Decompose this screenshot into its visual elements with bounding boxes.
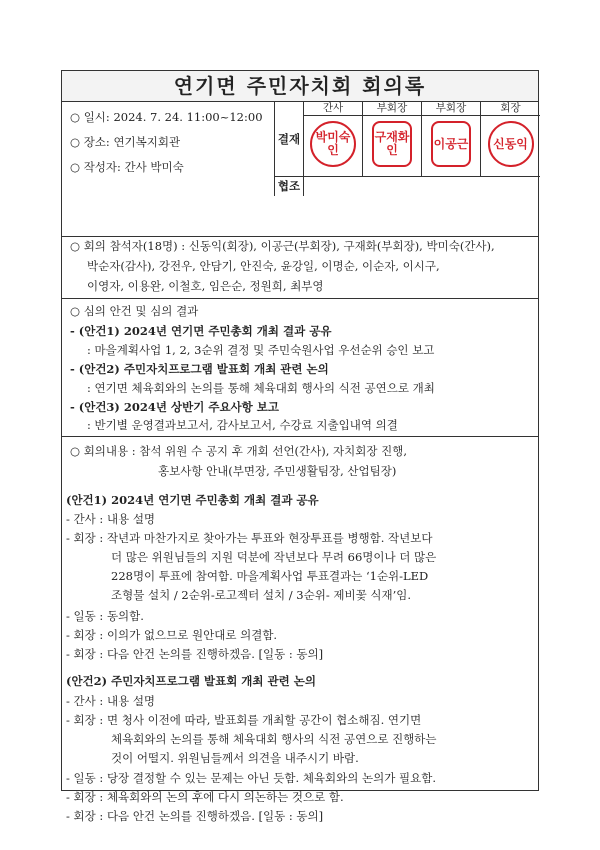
meeting-info <box>62 101 274 236</box>
approval-role: 회장 <box>481 101 540 116</box>
content-line: - 회장 : 다음 안건 논의를 진행하겠음. [일동 : 동의] <box>66 647 324 661</box>
agenda-item-title: - (안건2) 주민자치프로그램 발표회 개최 관련 논의 <box>70 362 329 376</box>
content-line: 것이 어떨지. 위원님들께서 의견을 내주시기 바람. <box>111 751 359 765</box>
approval-role: 간사 <box>304 101 362 116</box>
agenda-item-title: - (안건1) 2024년 연기면 주민총회 개최 결과 공유 <box>70 324 332 338</box>
seal-stamp: 박미숙인 <box>310 121 356 167</box>
content-line: 228명이 투표에 참여함. 마을계획사업 투표결과는 ‘1순위-LED <box>111 569 429 583</box>
cooperation-area <box>304 176 540 196</box>
approval-column-vice-chair-1 <box>363 101 422 176</box>
agenda-item-detail: : 반기별 운영결과보고서, 감사보고서, 수강료 지출입내역 의결 <box>87 418 398 432</box>
content-line: - 회장 : 이의가 없으므로 원안대로 의결함. <box>66 628 278 642</box>
content-line: - 회장 : 작년과 마찬가지로 찾아가는 투표와 현장투표를 병행함. 작년보다 <box>66 531 433 545</box>
agenda-section <box>62 298 538 437</box>
seal-stamp: 신동익 <box>488 121 534 167</box>
content-line: - 회장 : 체육회와의 논의 후에 다시 의논하는 것으로 함. <box>66 790 344 804</box>
agenda-item-detail: : 마을계획사업 1, 2, 3순위 결정 및 주민숙원사업 우선순위 승인 보고 <box>87 343 435 357</box>
section-title: (안건1) 2024년 연기면 주민총회 개최 결과 공유 <box>66 493 319 507</box>
content-line: 체육회와의 논의를 통해 체육대회 행사의 식전 공연으로 진행하는 <box>111 732 437 746</box>
meeting-place: ○ 장소: 연기복지회관 <box>70 135 181 149</box>
approval-role: 부회장 <box>422 101 480 116</box>
section-title: (안건2) 주민자치프로그램 발표회 개최 관련 논의 <box>66 674 316 688</box>
content-line: - 간사 : 내용 설명 <box>66 512 156 526</box>
approval-column-secretary <box>304 101 363 176</box>
agenda-heading: ○ 심의 안건 및 심의 결과 <box>70 304 199 318</box>
attendees-section <box>62 236 538 299</box>
approval-column-chair <box>481 101 540 176</box>
meeting-writer: ○ 작성자: 간사 박미숙 <box>70 160 184 174</box>
approval-role: 부회장 <box>363 101 421 116</box>
content-line: - 회장 : 다음 안건 논의를 진행하겠음. [일동 : 동의] <box>66 809 324 823</box>
content-intro: ○ 회의내용 : 참석 위원 수 공지 후 개회 선언(간사), 자치회장 진행, <box>70 444 408 458</box>
approval-label: 결재 <box>274 101 304 176</box>
minutes-document <box>61 70 539 823</box>
seal-stamp: 구재화인 <box>372 121 412 167</box>
content-line: - 일동 : 동의함. <box>66 609 144 623</box>
attendees-line: 이영자, 이용완, 이철호, 임은순, 정원희, 최부영 <box>87 279 324 293</box>
document-title: 연기면 주민자치회 회의록 <box>62 71 538 102</box>
approval-table <box>274 101 540 176</box>
content-line: 조형물 설치 / 2순위-로고젝터 설치 / 3순위- 제비꽃 식재’임. <box>111 588 411 602</box>
meeting-info-section <box>62 101 538 237</box>
seal-stamp: 이공근 <box>431 121 471 167</box>
attendees-line: ○ 회의 참석자(18명) : 신동익(회장), 이공근(부회장), 구재화(부회장), 박미숙(간사), <box>70 239 495 253</box>
agenda-item-detail: : 연기면 체육회와의 논의를 통해 체육대회 행사의 식전 공연으로 개최 <box>87 381 435 395</box>
content-line: - 일동 : 당장 결정할 수 있는 문제는 아닌 듯함. 체육회와의 논의가 필요함. <box>66 771 436 785</box>
cooperation-label: 협조 <box>274 176 304 196</box>
attendees-line: 박순자(감사), 강전우, 안담기, 안진숙, 윤강일, 이명순, 이순자, 이시구, <box>87 259 440 273</box>
content-line: - 회장 : 면 청사 이전에 따라, 발표회를 개최할 공간이 협소해짐. 연기면 <box>66 713 422 727</box>
meeting-date: ○ 일시: 2024. 7. 24. 11:00~12:00 <box>70 110 263 124</box>
content-line: - 간사 : 내용 설명 <box>66 694 156 708</box>
approval-column-vice-chair-2 <box>422 101 481 176</box>
content-intro: 홍보사항 안내(부면장, 주민생활팀장, 산업팀장) <box>158 464 397 478</box>
agenda-item-title: - (안건3) 2024년 상반기 주요사항 보고 <box>70 400 279 414</box>
content-line: 더 많은 위원님들의 지원 덕분에 작년보다 무려 66명이나 더 많은 <box>111 550 437 564</box>
